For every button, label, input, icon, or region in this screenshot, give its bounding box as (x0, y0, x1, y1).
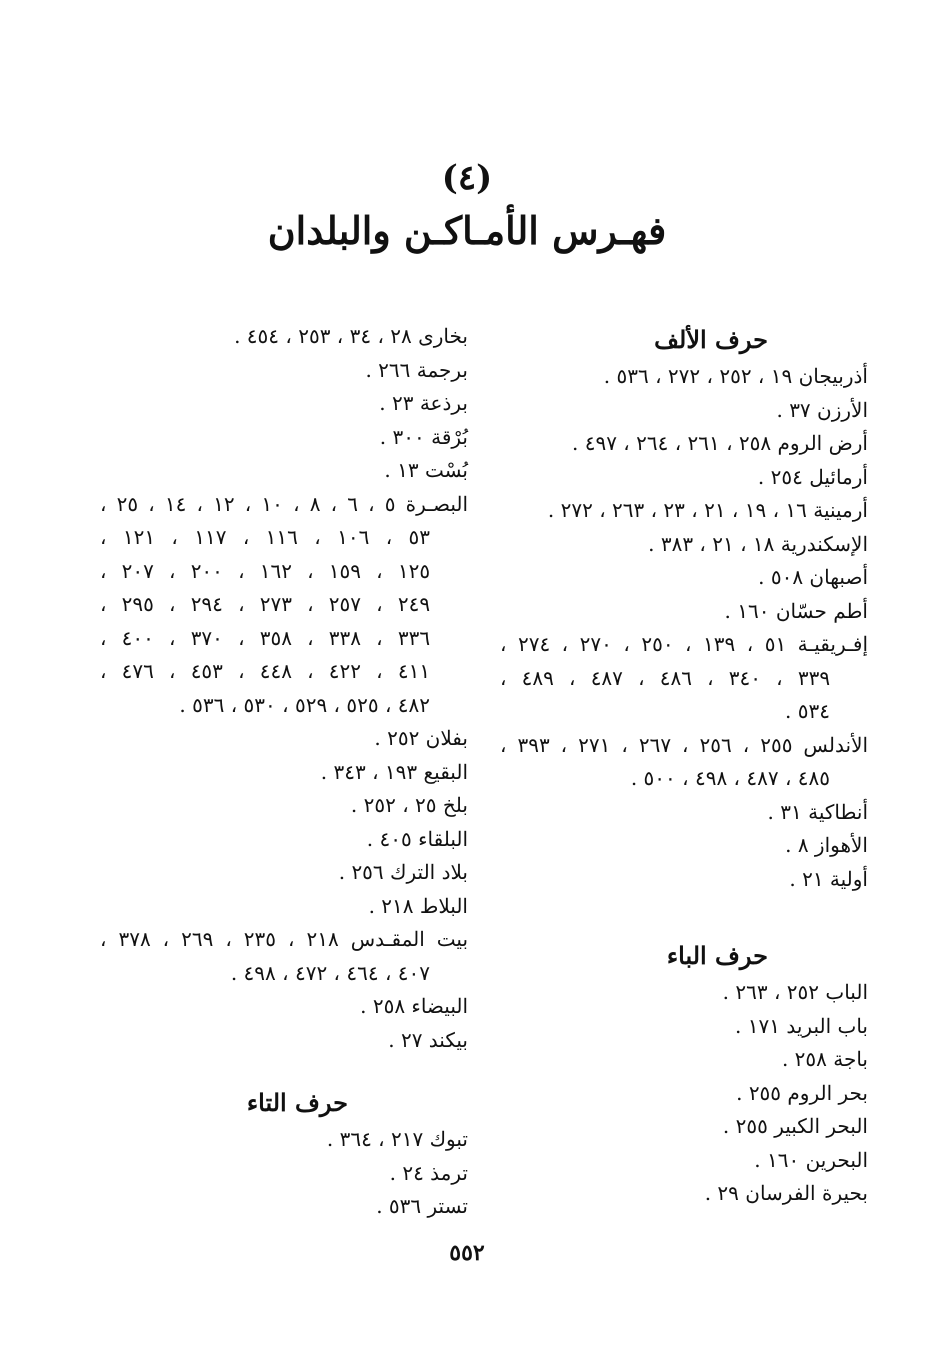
index-title: فهـرس الأمـاكـن والبلدان (267, 208, 667, 253)
entry-line: أرض الروم ٢٥٨ ، ٢٦١ ، ٢٦٤ ، ٤٩٧ . (571, 431, 868, 455)
index-entry (100, 890, 468, 924)
entry-line: باجة ٢٥٨ . (781, 1047, 868, 1071)
entry-line: ٣٣٦ ، ٣٣٨ ، ٣٥٨ ، ٣٧٠ ، ٤٠٠ ، (100, 625, 431, 650)
index-entry (100, 320, 468, 354)
index-entry (100, 387, 468, 421)
entry-line: أرمائيل ٢٥٤ . (757, 464, 868, 489)
entry-line: البحرين ١٦٠ . (754, 1147, 868, 1172)
index-entry (500, 394, 868, 428)
index-entry (500, 1144, 868, 1178)
index-entry (500, 729, 868, 796)
entry-line: إفـريقيـة ٥١ ، ١٣٩ ، ٢٥٠ ، ٢٧٠ ، ٢٧٤ ، (500, 632, 868, 656)
index-entry (500, 1043, 868, 1077)
index-entry (500, 863, 868, 897)
index-entry (100, 488, 468, 723)
page-number: ٥٥٢ (449, 1240, 485, 1266)
entry-line: البلاط ٢١٨ . (368, 893, 468, 918)
entry-line: بيت المقـدس ٢١٨ ، ٢٣٥ ، ٢٦٩ ، ٣٧٨ ، (100, 927, 469, 951)
entry-line: برذعة ٢٣ . (379, 391, 468, 415)
index-entry (500, 595, 868, 629)
index-entry (500, 1177, 868, 1211)
entry-line: بحيرة الفرسان ٢٩ . (704, 1181, 868, 1205)
entry-line: بحر الروم ٢٥٥ . (736, 1080, 868, 1105)
entry-line: برجمة ٢٦٦ . (365, 357, 468, 382)
entry-line: البيضاء ٢٥٨ . (360, 994, 468, 1018)
index-entry (500, 976, 868, 1010)
entry-line: باب البريد ١٧١ . (735, 1013, 868, 1038)
entry-line: ٥٣ ، ١٠٦ ، ١١٦ ، ١١٧ ، ١٢١ ، (100, 525, 430, 549)
index-entry (100, 1190, 468, 1224)
index-number: (٤) (441, 158, 493, 198)
index-entry (500, 1110, 868, 1144)
index-entry (100, 823, 468, 857)
right-column (500, 320, 868, 1211)
index-entry (100, 789, 468, 823)
index-entry (100, 923, 468, 990)
entry-line: بيكند ٢٧ . (388, 1027, 468, 1052)
entry-line: تستر ٥٣٦ . (376, 1194, 468, 1218)
index-entry (100, 354, 468, 388)
entry-line: ٤٨٢ ، ٥٢٥ ، ٥٢٩ ، ٥٣٠ ، ٥٣٦ . (179, 692, 430, 717)
entry-line: ٤٨٥ ، ٤٨٧ ، ٤٩٨ ، ٥٠٠ . (630, 766, 830, 790)
entry-line: أولية ٢١ . (789, 866, 868, 891)
index-entry (100, 856, 468, 890)
index-entry (500, 528, 868, 562)
entry-line: ٤٠٧ ، ٤٦٤ ، ٤٧٢ ، ٤٩٨ . (230, 960, 430, 985)
index-entry (100, 454, 468, 488)
entry-line: الأندلس ٢٥٥ ، ٢٥٦ ، ٢٦٧ ، ٢٧١ ، ٣٩٣ ، (500, 732, 869, 757)
index-entry (500, 1077, 868, 1111)
entry-line: ٢٤٩ ، ٢٥٧ ، ٢٧٣ ، ٢٩٤ ، ٢٩٥ ، (100, 592, 431, 616)
entry-line: البلقاء ٤٠٥ . (366, 826, 468, 851)
index-entry (500, 628, 868, 729)
entry-line: ترمذ ٢٤ . (389, 1160, 468, 1185)
index-entry (100, 722, 468, 756)
entry-line: الإسكندرية ١٨ ، ٢١ ، ٣٨٣ . (648, 531, 868, 556)
index-entry (100, 990, 468, 1024)
entry-line: بفلان ٢٥٢ . (374, 726, 468, 750)
entry-line: بخارى ٢٨ ، ٣٤ ، ٢٥٣ ، ٤٥٤ . (234, 324, 468, 348)
entry-line: ٣٣٩ ، ٣٤٠ ، ٤٨٦ ، ٤٨٧ ، ٤٨٩ ، (500, 665, 831, 690)
entry-line: ٥٣٤ . (785, 699, 830, 723)
index-entry (100, 756, 468, 790)
entry-line: البقيع ١٩٣ ، ٣٤٣ . (320, 759, 468, 784)
entry-line: بُرْقة ٣٠٠ . (379, 424, 468, 449)
entry-line: ٤١١ ، ٤٢٢ ، ٤٤٨ ، ٤٥٣ ، ٤٧٦ ، (100, 659, 431, 683)
index-entry (500, 796, 868, 830)
index-entry (100, 1024, 468, 1058)
index-entry (500, 829, 868, 863)
entry-line: الأهواز ٨ . (785, 833, 868, 857)
entry-line: أصبهان ٥٠٨ . (758, 565, 868, 589)
entry-line: الأرزن ٣٧ . (776, 397, 868, 422)
section-title: حرف الباء (666, 941, 768, 970)
entry-line: ١٢٥ ، ١٥٩ ، ١٦٢ ، ٢٠٠ ، ٢٠٧ ، (100, 558, 431, 583)
index-entry (500, 561, 868, 595)
section-title: حرف الألف (654, 325, 768, 354)
index-entry (100, 1123, 468, 1157)
index-entry (500, 1010, 868, 1044)
entry-line: بُسْت ١٣ . (384, 458, 468, 482)
section-title: حرف التاء (246, 1088, 348, 1117)
entry-line: البحر الكبير ٢٥٥ . (722, 1114, 868, 1138)
index-entry (500, 494, 868, 528)
entry-line: أرمينية ١٦ ، ١٩ ، ٢١ ، ٢٣ ، ٢٦٣ ، ٢٧٢ . (547, 498, 868, 522)
entry-line: تبوك ٢١٧ ، ٣٦٤ . (326, 1127, 468, 1151)
index-entry (500, 427, 868, 461)
index-entry (100, 1157, 468, 1191)
entry-line: أطم حسّان ١٦٠ . (724, 598, 868, 623)
entry-line: بلاد الترك ٢٥٦ . (338, 860, 468, 884)
entry-line: أذربيجان ١٩ ، ٢٥٢ ، ٢٧٢ ، ٥٣٦ . (603, 364, 868, 388)
entry-line: بلخ ٢٥ ، ٢٥٢ . (350, 793, 468, 817)
entry-line: الباب ٢٥٢ ، ٢٦٣ . (722, 980, 868, 1004)
index-entry (500, 461, 868, 495)
entry-line: أنطاكية ٣١ . (767, 799, 868, 824)
left-column (100, 320, 468, 1224)
index-entry (500, 360, 868, 394)
index-entry (100, 421, 468, 455)
entry-line: البصـرة ٥ ، ٦ ، ٨ ، ١٠ ، ١٢ ، ١٤ ، ٢٥ ، (100, 491, 469, 516)
